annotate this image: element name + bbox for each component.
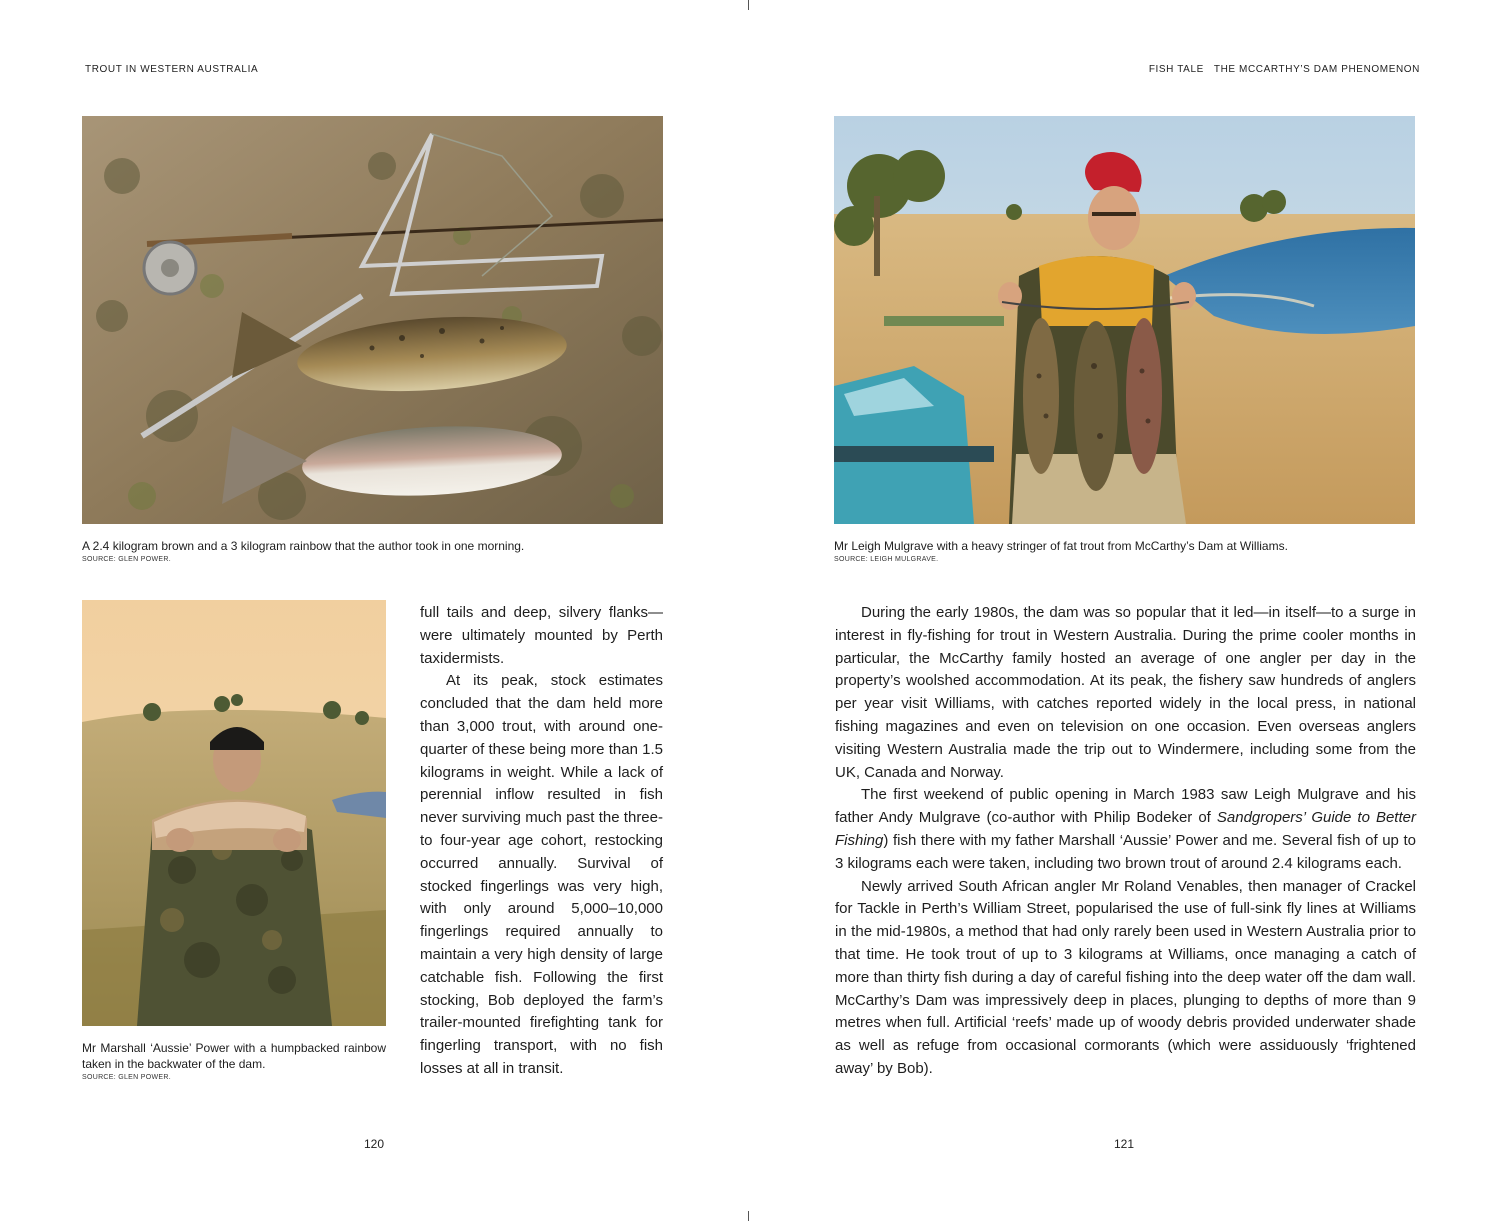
right-paragraph-2-end: ) fish there with my father Marshall ‘Aussie’ Power and me. Several fish of up to 3 kilograms each were taken, including two brown trout of around 2.4 kilograms each. <box>835 831 1416 872</box>
photo3-caption <box>834 538 1434 565</box>
left-paragraph-1: full tails and deep, silvery flanks—were ultimately mounted by Perth taxidermists. <box>420 604 663 667</box>
right-body-column <box>835 602 1416 1081</box>
page-number-left: 120 <box>364 1137 385 1151</box>
book-title-italic: Sandgropers’ Guide to Better Fishing <box>835 809 1416 849</box>
left-paragraph-2: At its peak, stock estimates concluded that the dam held more than 3,000 trout, with around one-quarter of these being more than 1.5 kilograms in weight. While a lack of perennial inflow resulted in fish never surviving much past the three- to four-year age cohort, restocking occurred annually. Survival of stocked fingerlings was very high, with only around 5,000–10,000 fingerlings required annually to maintain a very high density of large catchable fish. Following the first stocking, Bob deployed the farm’s trailer-mounted firefighting tank for fingerling transport, with no fish losses at all in transit. <box>420 672 663 1077</box>
crop-mark-bottom <box>748 1211 749 1221</box>
photo3-caption-text: Mr Leigh Mulgrave with a heavy stringer of fat trout from McCarthy’s Dam at Williams. <box>834 539 1288 553</box>
photo1-caption <box>82 538 682 565</box>
photo3-source: SOURCE: LEIGH MULGRAVE. <box>834 556 939 563</box>
photo2-caption <box>82 1040 386 1083</box>
right-paragraph-1: During the early 1980s, the dam was so popular that it led—in itself—to a surge in interest in fly-fishing for trout in Western Australia. During the prime cooler months in particular, the McCarthy family hosted an average of one angler per day in the property’s woolshed accommodation. At its peak, the fishery saw hundreds of anglers per year visit Williams, with catches reported widely in the local press, in national fishing magazines and even on television on one occasion. Even overseas anglers visiting Western Australia made the trip out to Windermere, including some from the UK, Canada and Norway. <box>835 604 1416 781</box>
running-head-title: THE MCCARTHY’S DAM PHENOMENON <box>1213 64 1420 75</box>
crop-mark-top <box>748 0 749 10</box>
photo2-source: SOURCE: GLEN POWER. <box>82 1074 171 1081</box>
photo-marshall-power <box>82 600 386 1026</box>
right-paragraph-2-start: The first weekend of public opening in March 1983 saw Leigh Mulgrave and his father Andy Mulgrave (co-author with Philip Bodeker of <box>835 786 1416 827</box>
page-number-right: 121 <box>1114 1137 1135 1151</box>
left-body-column <box>420 602 663 1081</box>
photo-trout-on-ground <box>82 116 663 524</box>
running-head-left: TROUT IN WESTERN AUSTRALIA <box>85 64 259 75</box>
running-head-section: FISH TALE <box>1148 64 1204 75</box>
right-paragraph-3: Newly arrived South African angler Mr Roland Venables, then manager of Crackel for Tackle in Perth’s William Street, popularised the use of full-sink fly lines at Williams in the mid-1980s, a method that had only rarely been used in Western Australia prior to that time. He took trout of up to 3 kilograms at Williams, once managing a catch of more than thirty fish during a day of careful fishing into the deep water off the dam wall. McCarthy’s Dam was impressively deep in places, plunging to depths of more than 9 metres when full. Artificial ‘reefs’ made up of woody debris provided underwater shade as well as refuge from occasional cormorants (which were assiduously ‘frightened away’ by Bob). <box>835 877 1416 1077</box>
running-head-right <box>1149 64 1420 75</box>
photo1-source: SOURCE: GLEN POWER. <box>82 556 171 563</box>
photo2-caption-text: Mr Marshall ‘Aussie’ Power with a humpbacked rainbow taken in the backwater of the dam. <box>82 1041 386 1071</box>
right-paragraph-2 <box>835 784 1416 875</box>
photo1-caption-text: A 2.4 kilogram brown and a 3 kilogram rainbow that the author took in one morning. <box>82 539 525 553</box>
photo-leigh-mulgrave <box>834 116 1415 524</box>
